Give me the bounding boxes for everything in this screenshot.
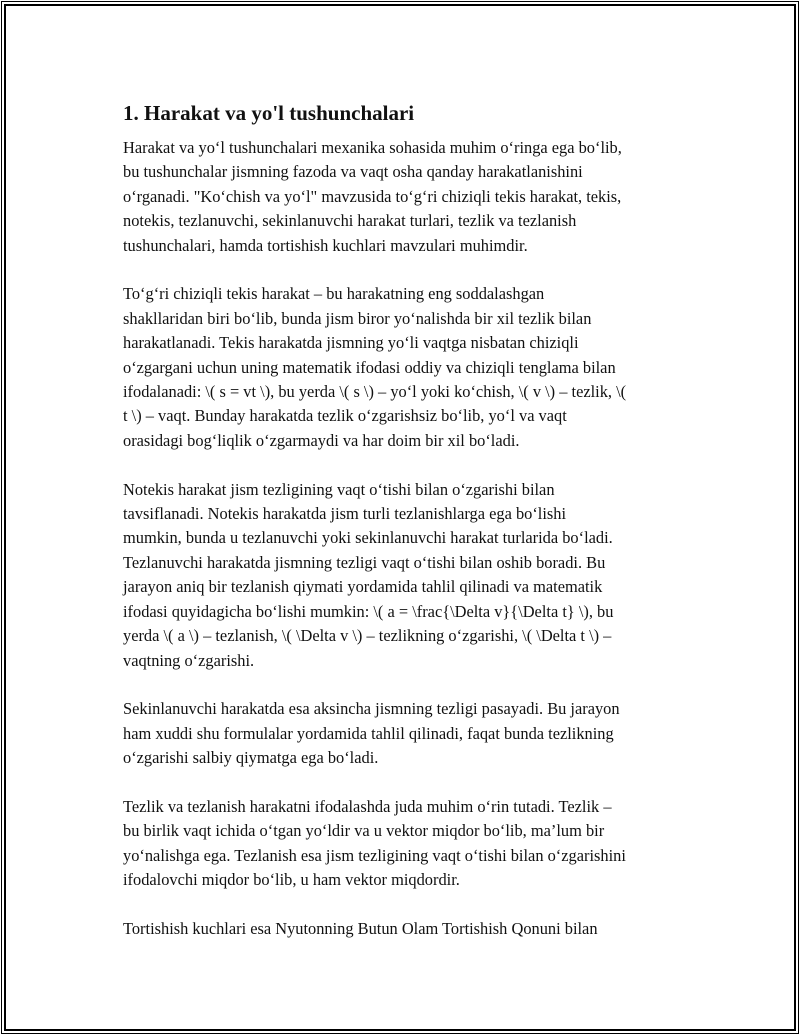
text-line: Sekinlanuvchi harakatda esa aksincha jismning tezligi pasayadi. Bu jarayon — [123, 699, 620, 719]
paragraph-6 — [123, 917, 693, 941]
text-line: jarayon aniq bir tezlanish qiymati yordamida tahlil qilinadi va matematik — [123, 577, 603, 597]
text-line: ifodalovchi miqdor bo‘lib, u ham vektor miqdordir. — [123, 870, 460, 890]
text-line: Harakat va yo‘l tushunchalari mexanika sohasida muhim o‘ringa ega bo‘lib, — [123, 138, 622, 157]
text-line: orasidagi bog‘liqlik o‘zgarmaydi va har doim bir xil bo‘ladi. — [123, 430, 520, 450]
text-line: harakatlanadi. Tekis harakatda jismning yo‘li vaqtga nisbatan chiziqli — [123, 333, 579, 353]
text-line: tushunchalari, hamda tortishish kuchlari mavzulari muhimdir. — [123, 235, 528, 255]
text-line: Notekis harakat jism tezligining vaqt o‘tishi bilan o‘zgarishi bilan — [123, 479, 555, 499]
text-line: Tortishish kuchlari esa Nyutonning Butun Olam Tortishish Qonuni bilan — [123, 918, 598, 938]
text-line: o‘rganadi. "Ko‘chish va yo‘l" mavzusida to‘g‘ri chiziqli tekis harakat, tekis, — [123, 186, 622, 206]
text-line: ifodasi quyidagicha bo‘lishi mumkin: \( a = \frac{\Delta v}{\Delta t} \), bu — [123, 601, 614, 621]
text-line: shakllaridan biri bo‘lib, bunda jism biror yo‘nalishda bir xil tezlik bilan — [123, 308, 592, 328]
paragraph-1 — [123, 136, 693, 258]
text-line: ifodalanadi: \( s = vt \), bu yerda \( s \) – yo‘l yoki ko‘chish, \( v \) – tezlik, \( — [123, 382, 627, 402]
document-body — [123, 100, 693, 966]
paragraph-4 — [123, 697, 693, 770]
text-line: vaqtning o‘zgarishi. — [123, 650, 255, 670]
page-title: 1. Harakat va yo'l tushunchalari — [123, 101, 415, 125]
text-line: ham xuddi shu formulalar yordamida tahlil qilinadi, faqat bunda tezlikning — [123, 723, 614, 743]
text-line: yerda \( a \) – tezlanish, \( \Delta v \) – tezlikning o‘zgarishi, \( \Delta t \) – — [123, 626, 612, 646]
text-line: t \) – vaqt. Bunday harakatda tezlik o‘zgarishsiz bo‘lib, yo‘l va vaqt — [123, 406, 567, 426]
text-line: Tezlik va tezlanish harakatni ifodalashda juda muhim o‘rin tutadi. Tezlik – — [123, 796, 612, 816]
text-line: To‘g‘ri chiziqli tekis harakat – bu harakatning eng soddalashgan — [123, 284, 545, 304]
page-frame — [4, 4, 796, 1031]
text-line: yo‘nalishga ega. Tezlanish esa jism tezligining vaqt o‘tishi bilan o‘zgarishini — [123, 845, 626, 865]
text-line: Tezlanuvchi harakatda jismning tezligi vaqt o‘tishi bilan oshib boradi. Bu — [123, 552, 606, 572]
text-line: o‘zgarishi salbiy qiymatga ega bo‘ladi. — [123, 748, 379, 768]
text-line: notekis, tezlanuvchi, sekinlanuvchi harakat turlari, tezlik va tezlanish — [123, 211, 577, 231]
text-line: mumkin, bunda u tezlanuvchi yoki sekinlanuvchi harakat turlarida bo‘ladi. — [123, 528, 613, 548]
paragraph-3 — [123, 478, 693, 673]
text-line: bu birlik vaqt ichida o‘tgan yo‘ldir va u vektor miqdor bo‘lib, ma’lum bir — [123, 821, 605, 841]
paragraph-5 — [123, 795, 693, 893]
text-line: o‘zgargani uchun uning matematik ifodasi oddiy va chiziqli tenglama bilan — [123, 357, 616, 377]
paragraph-2 — [123, 282, 693, 453]
text-line: bu tushunchalar jismning fazoda va vaqt osha qanday harakatlanishini — [123, 162, 583, 182]
text-line: tavsiflanadi. Notekis harakatda jism turli tezlanishlarga ega bo‘lishi — [123, 504, 567, 524]
